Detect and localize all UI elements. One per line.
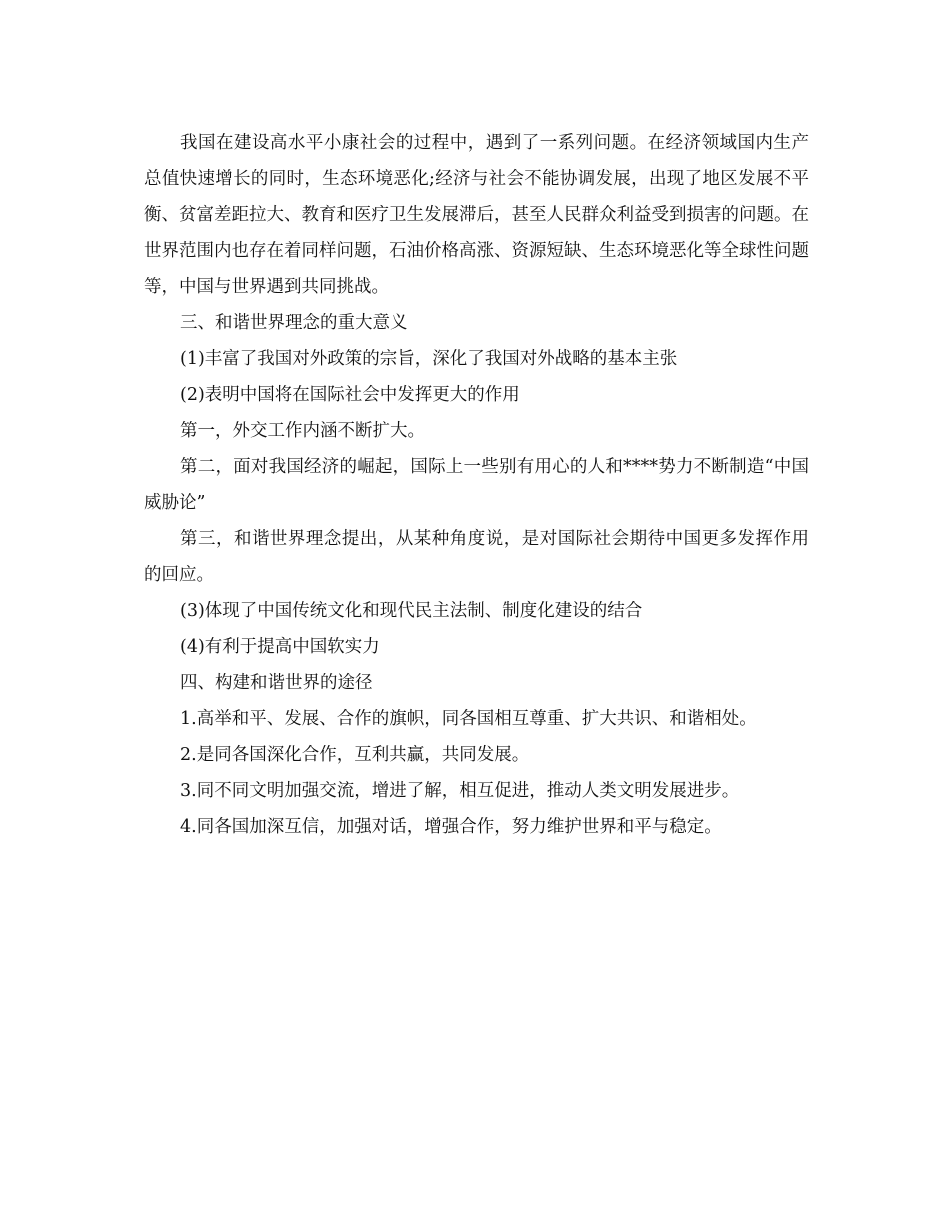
list-item-approach-4: 4.同各国加深互信，加强对话，增强合作，努力维护世界和平与稳定。 (180, 817, 722, 837)
list-item-significance-2: (2)表明中国将在国际社会中发挥更大的作用 (180, 385, 520, 405)
sub-point-first: 第一，外交工作内涵不断扩大。 (180, 421, 425, 441)
section-heading-significance: 三、和谐世界理念的重大意义 (180, 313, 408, 333)
list-item-approach-3: 3.同不同文明加强交流，增进了解，相互促进，推动人类文明发展进步。 (180, 781, 740, 801)
paragraph-intro: 我国在建设高水平小康社会的过程中，遇到了一系列问题。在经济领域国内生产总值快速增长的同时，生态环境恶化;经济与社会不能协调发展，出现了地区发展不平衡、贫富差距拉大、教育和医疗卫生发展滞后，甚至人民群众利益受到损害的问题。在世界范围内也存在着同样问题，石油价格高涨、资源短缺、生态环境恶化等全球性问题等，中国与世界遇到共同挑战。 (144, 133, 809, 297)
sub-point-second: 第二，面对我国经济的崛起，国际上一些别有用心的人和****势力不断制造“中国威胁论” (144, 457, 809, 513)
list-item-significance-3: (3)体现了中国传统文化和现代民主法制、制度化建设的结合 (180, 601, 643, 621)
list-item-approach-2: 2.是同各国深化合作，互利共赢，共同发展。 (180, 745, 530, 765)
sub-point-third: 第三，和谐世界理念提出，从某种角度说，是对国际社会期待中国更多发挥作用的回应。 (144, 529, 809, 585)
document-body (144, 125, 809, 845)
list-item-significance-4: (4)有利于提高中国软实力 (180, 637, 380, 657)
section-heading-approach: 四、构建和谐世界的途径 (180, 673, 373, 693)
list-item-significance-1: (1)丰富了我国对外政策的宗旨，深化了我国对外战略的基本主张 (180, 349, 678, 369)
list-item-approach-1: 1.高举和平、发展、合作的旗帜，同各国相互尊重、扩大共识、和谐相处。 (180, 709, 757, 729)
